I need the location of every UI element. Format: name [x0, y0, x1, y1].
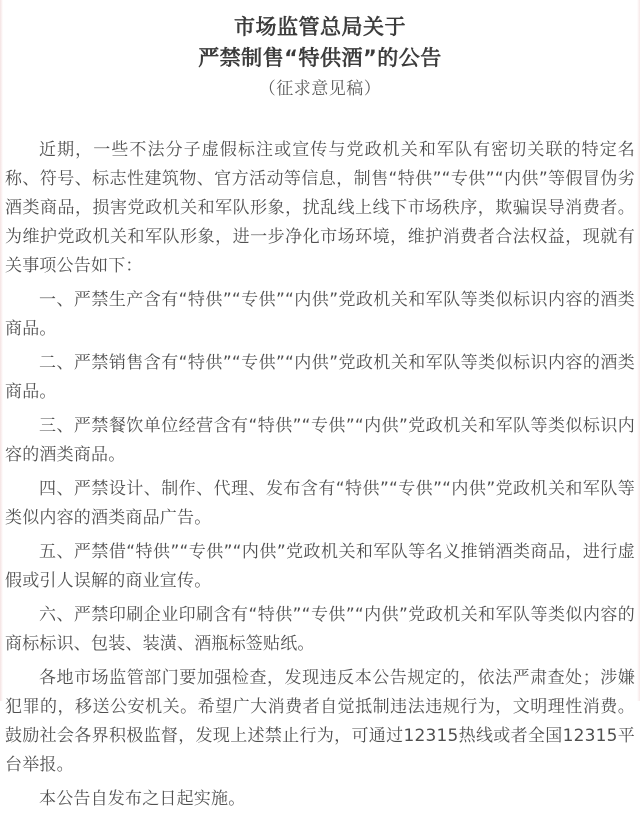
title-line-2: 严禁制售“特供酒”的公告: [198, 46, 442, 70]
document-title: [5, 12, 635, 74]
item-6-printing-ban: 六、严禁印刷企业印刷含有“特供”“专供”“内供”党政机关和军队等类似内容的商标标识、包装、装潢、酒瓶标签贴纸。: [5, 605, 635, 654]
item-4-advertising-ban: 四、严禁设计、制作、代理、发布含有“特供”“专供”“内供”党政机关和军队等类似内容的酒类商品广告。: [5, 479, 635, 528]
document-body: [5, 136, 635, 814]
paragraph-enforcement-and-reporting: 各地市场监管部门要加强检查，发现违反本公告规定的，依法严肃查处；涉嫌犯罪的，移送公安机关。希望广大消费者自觉抵制违法违规行为，文明理性消费。鼓励社会各界积极监督，发现上述禁止行为，可通过12315热线或者全国12315平台举报。: [5, 668, 635, 775]
paragraph-intro: 近期，一些不法分子虚假标注或宣传与党政机关和军队有密切关联的特定名称、符号、标志性建筑物、官方活动等信息，制售“特供”“专供”“内供”等假冒伪劣酒类商品，损害党政机关和军队形象，扰乱线上线下市场秩序，欺骗误导消费者。为维护党政机关和军队形象，进一步净化市场环境，维护消费者合法权益，现就有关事项公告如下：: [5, 140, 635, 276]
paragraph-effective-date: 本公告自发布之日起实施。: [39, 789, 246, 809]
left-edge-artifact: [0, 0, 3, 701]
item-3-catering-ban: 三、严禁餐饮单位经营含有“特供”“专供”“内供”党政机关和军队等类似标识内容的酒类商品。: [5, 416, 635, 465]
document-subtitle: （征求意见稿）: [258, 79, 382, 99]
item-2-sales-ban: 二、严禁销售含有“特供”“专供”“内供”党政机关和军队等类似标识内容的酒类商品。: [5, 353, 635, 402]
title-line-1: 市场监管总局关于: [234, 15, 406, 39]
item-1-production-ban: 一、严禁生产含有“特供”“专供”“内供”党政机关和军队等类似标识内容的酒类商品。: [5, 290, 635, 339]
item-5-promotion-ban: 五、严禁借“特供”“专供”“内供”党政机关和军队等名义推销酒类商品，进行虚假或引人误解的商业宣传。: [5, 542, 635, 591]
